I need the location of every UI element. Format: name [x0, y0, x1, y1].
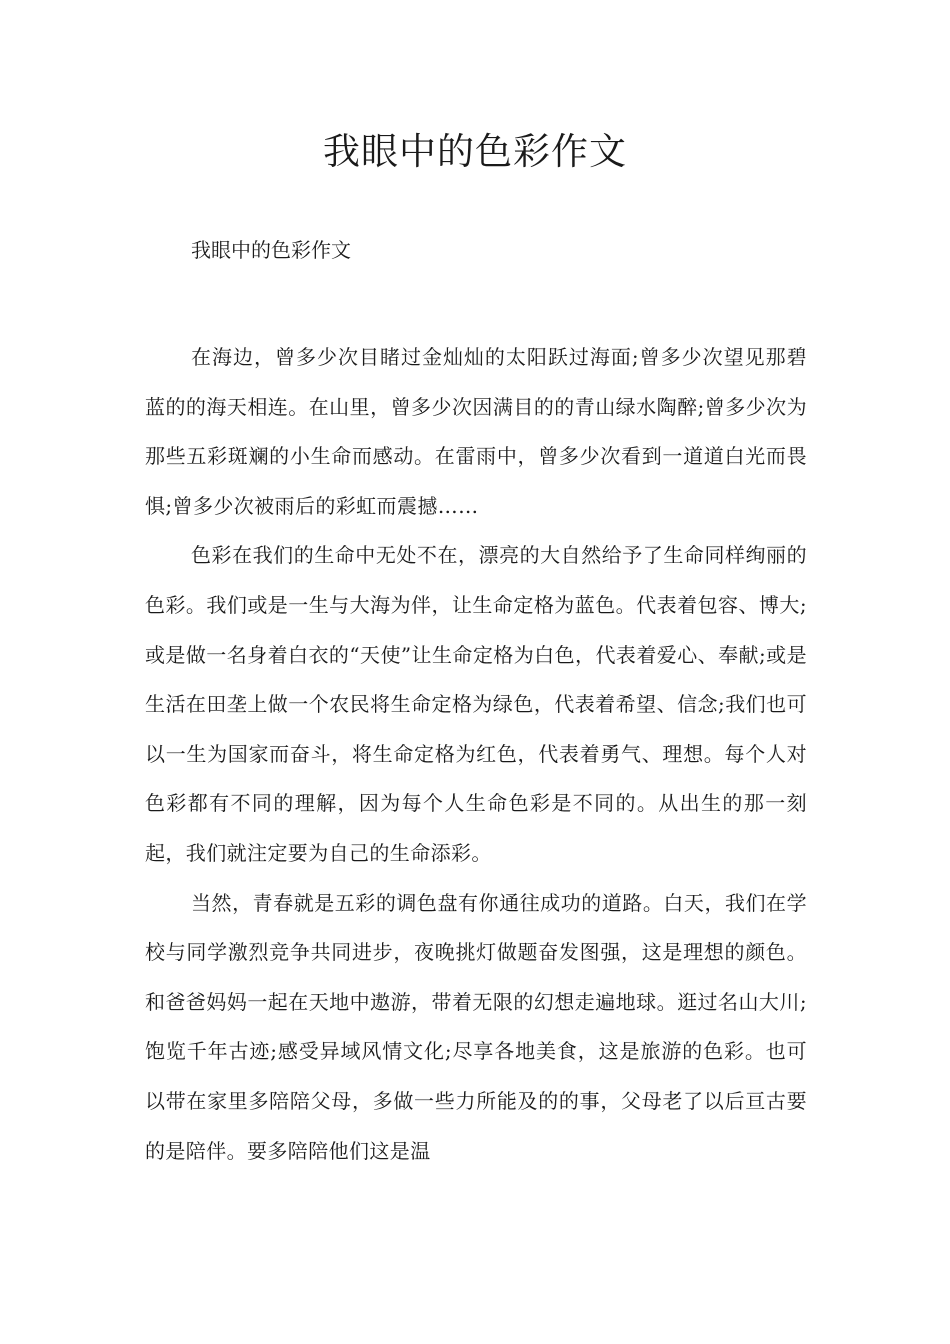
document-subtitle: 我眼中的色彩作文 [191, 238, 351, 262]
document-title: 我眼中的色彩作文 [323, 130, 627, 173]
paragraph: 当然，青春就是五彩的调色盘有你通往成功的道路。白天，我们在学校与同学激烈竞争共同进步，夜晚挑灯做题奋发图强，这是理想的颜色。和爸爸妈妈一起在天地中遨游，带着无限的幻想走遍地球。逛过名山大川;饱览千年古迹;感受异域风情文化;尽享各地美食，这是旅游的色彩。也可以带在家里多陪陪父母，多做一些力所能及的的事，父母老了以后亘古要的是陪伴。要多陪陪他们这是温 [145, 890, 807, 1163]
document-body [145, 333, 807, 1176]
paragraph: 在海边，曾多少次目睹过金灿灿的太阳跃过海面;曾多少次望见那碧蓝的的海天相连。在山里，曾多少次因满目的的青山绿水陶醉;曾多少次为那些五彩斑斓的小生命而感动。在雷雨中，曾多少次看到一道道白光而畏惧;曾多少次被雨后的彩虹而震撼…… [145, 345, 807, 518]
paragraph: 色彩在我们的生命中无处不在，漂亮的大自然给予了生命同样绚丽的色彩。我们或是一生与大海为伴，让生命定格为蓝色。代表着包容、博大;或是做一名身着白衣的“天使”让生命定格为白色，代表着爱心、奉献;或是生活在田垄上做一个农民将生命定格为绿色，代表着希望、信念;我们也可以一生为国家而奋斗，将生命定格为红色，代表着勇气、理想。每个人对色彩都有不同的理解，因为每个人生命色彩是不同的。从出生的那一刻起，我们就注定要为自己的生命添彩。 [145, 543, 807, 865]
